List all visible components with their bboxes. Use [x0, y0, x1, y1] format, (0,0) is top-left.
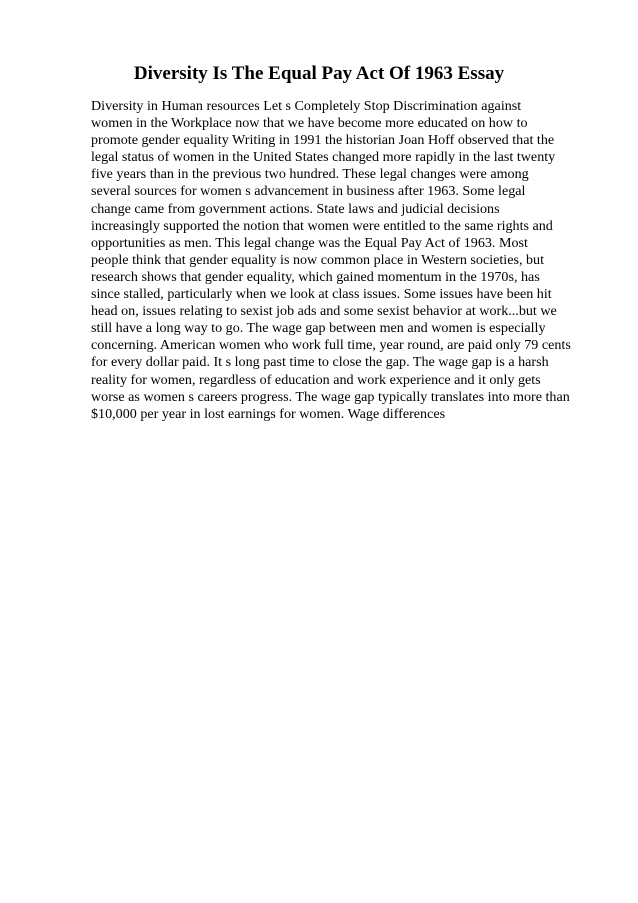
document-title: Diversity Is The Equal Pay Act Of 1963 Essay — [133, 63, 505, 84]
body-line: several sources for women s advancement in business after 1963. Some legal — [91, 183, 526, 200]
body-line: women in the Workplace now that we have become more educated on how to — [91, 115, 528, 132]
body-line: people think that gender equality is now common place in Western societies, but — [91, 251, 545, 268]
body-line: change came from government actions. State laws and judicial decisions — [91, 200, 500, 217]
body-line: still have a long way to go. The wage gap between men and women is especially — [91, 320, 546, 337]
body-line: five years than in the previous two hundred. These legal changes were among — [91, 166, 529, 183]
body-line: research shows that gender equality, which gained momentum in the 1970s, has — [91, 268, 540, 285]
body-line: worse as women s careers progress. The wage gap typically translates into more than — [91, 388, 570, 405]
body-line: head on, issues relating to sexist job ads and some sexist behavior at work...but we — [91, 303, 557, 320]
body-line: increasingly supported the notion that women were entitled to the same rights and — [91, 217, 553, 234]
body-line: since stalled, particularly when we look at class issues. Some issues have been hit — [91, 286, 552, 303]
body-line: for every dollar paid. It s long past time to close the gap. The wage gap is a harsh — [91, 354, 549, 371]
body-line: concerning. American women who work full time, year round, are paid only 79 cents — [91, 337, 571, 354]
document-body — [91, 98, 611, 423]
body-line: $10,000 per year in lost earnings for women. Wage differences — [91, 405, 446, 422]
body-line: legal status of women in the United States changed more rapidly in the last twenty — [91, 149, 556, 166]
body-line: reality for women, regardless of education and work experience and it only gets — [91, 371, 541, 388]
body-line: promote gender equality Writing in 1991 the historian Joan Hoff observed that the — [91, 132, 555, 149]
body-line: opportunities as men. This legal change was the Equal Pay Act of 1963. Most — [91, 234, 528, 251]
body-line: Diversity in Human resources Let s Completely Stop Discrimination against — [91, 98, 522, 114]
